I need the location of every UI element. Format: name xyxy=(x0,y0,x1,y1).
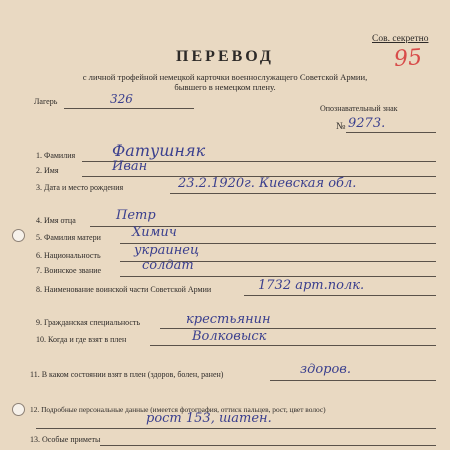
document-subtitle xyxy=(40,72,410,92)
camp-label: Лагерь xyxy=(34,97,58,106)
field-rule xyxy=(270,380,436,381)
field-rule xyxy=(100,445,436,446)
field-label: 11. В каком состоянии взят в плен (здоров, болен, ранен) xyxy=(30,370,224,379)
camp-value: 326 xyxy=(110,92,133,106)
field-value: здоров. xyxy=(300,362,352,377)
field-label: 1. Фамилия xyxy=(36,151,76,160)
punch-hole xyxy=(12,403,25,416)
field-label: 8. Наименование воинской части Советской Армии xyxy=(36,285,212,294)
field-label: 12. Подробные персональные данные (имеется фотография, оттиск пальцев, рост, цвет волос) xyxy=(30,405,326,414)
field-label: 7. Воинское звание xyxy=(36,266,102,275)
field-value: 23.2.1920г. Киевская обл. xyxy=(178,176,357,191)
tag-rule xyxy=(346,132,436,133)
subtitle-line: бывшего в немецком плену. xyxy=(174,82,276,92)
field-rule xyxy=(244,295,436,296)
field-label: 10. Когда и где взят в плен xyxy=(36,335,127,344)
field-value: Петр xyxy=(116,208,156,223)
field-value: украинец xyxy=(134,243,200,258)
field-value: Фатушняк xyxy=(112,141,206,160)
field-rule xyxy=(36,428,436,429)
camp-rule xyxy=(64,108,194,109)
field-value: Химич xyxy=(132,225,177,240)
field-rule xyxy=(170,193,436,194)
field-label: 13. Особые приметы xyxy=(30,435,101,444)
field-rule xyxy=(150,345,436,346)
field-label: 6. Национальность xyxy=(36,251,101,260)
document-title: ПЕРЕВОД xyxy=(176,48,274,65)
field-value: 1732 арт.полк. xyxy=(258,278,365,293)
field-rule xyxy=(120,276,436,277)
field-label: 2. Имя xyxy=(36,166,59,175)
field-value: Иван xyxy=(112,159,148,174)
field-label: 4. Имя отца xyxy=(36,216,76,225)
field-label: 9. Гражданская специальность xyxy=(36,318,141,327)
field-value: рост 153, шатен. xyxy=(146,411,272,426)
punch-hole xyxy=(12,229,25,242)
field-value: Волковыск xyxy=(192,329,267,344)
field-label: 3. Дата и место рождения xyxy=(36,183,124,192)
tag-label: Опознавательный знак xyxy=(320,104,398,113)
tag-prefix: № xyxy=(336,121,346,132)
subtitle-line: с личной трофейной немецкой карточки военнослужащего Советской Армии, xyxy=(82,72,368,82)
field-value: крестьянин xyxy=(186,312,271,327)
tag-value: 9273. xyxy=(348,116,386,131)
archive-number: 95 xyxy=(393,45,423,72)
classification-label: Сов. секретно xyxy=(372,34,429,44)
field-label: 5. Фамилия матери xyxy=(36,233,101,242)
field-value: солдат xyxy=(142,258,194,273)
